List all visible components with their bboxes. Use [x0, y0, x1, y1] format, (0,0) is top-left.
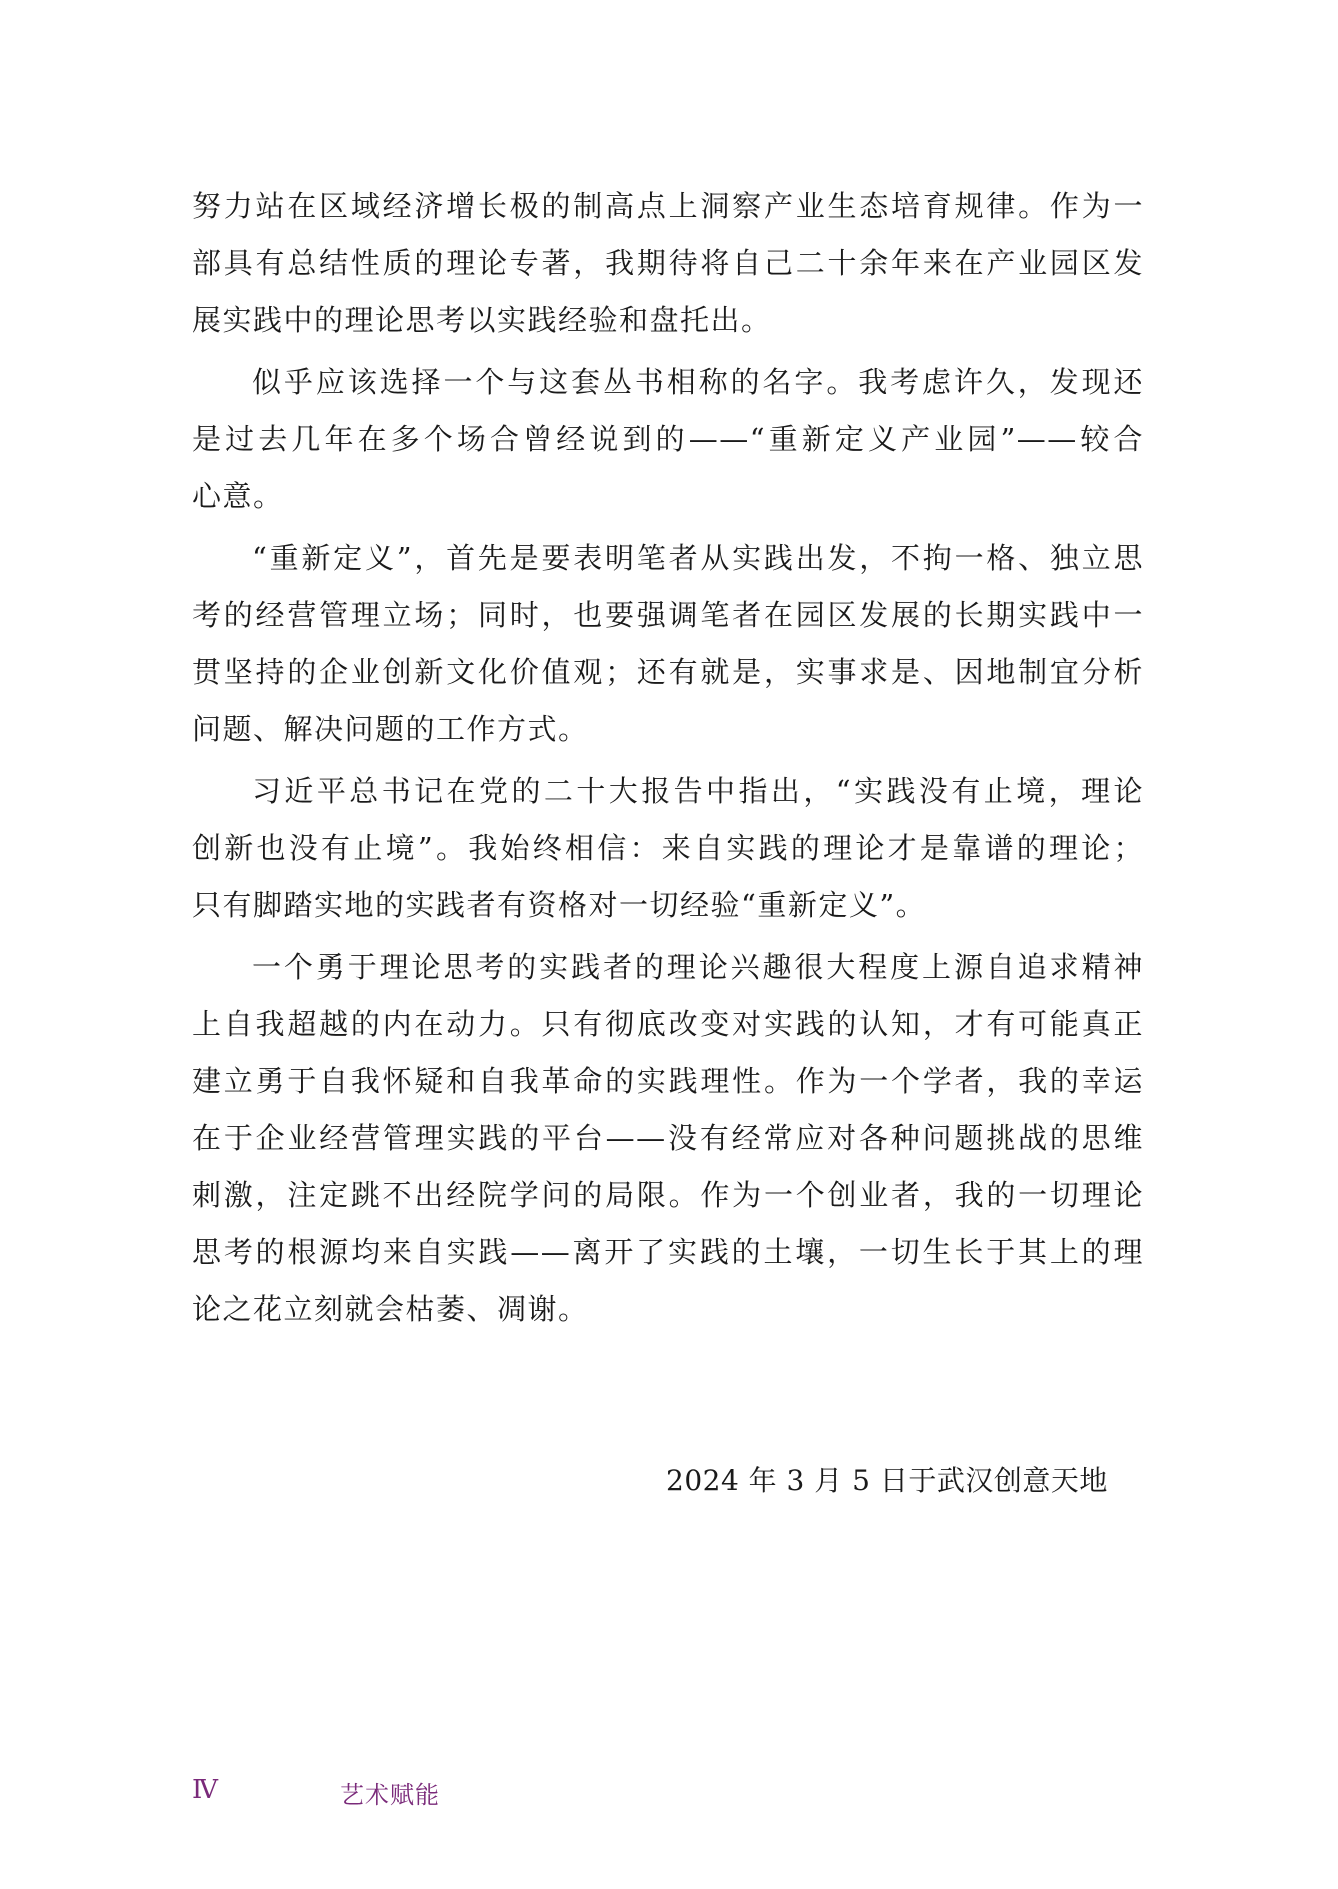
text-line: 习近平总书记在党的二十大报告中指出，“实践没有止境，理论	[252, 774, 1144, 808]
text-line: 贯坚持的企业创新文化价值观；还有就是，实事求是、因地制宜分析	[192, 655, 1144, 689]
paragraph	[192, 763, 1144, 934]
text-line: 在于企业经营管理实践的平台——没有经常应对各种问题挑战的思维	[192, 1121, 1144, 1155]
preface-body	[192, 178, 1144, 1338]
text-line: 部具有总结性质的理论专著，我期待将自己二十余年来在产业园区发	[192, 246, 1144, 280]
text-line: 一个勇于理论思考的实践者的理论兴趣很大程度上源自追求精神	[252, 950, 1144, 984]
paragraph	[192, 178, 1144, 349]
paragraph	[192, 939, 1144, 1338]
text-line: 展实践中的理论思考以实践经验和盘托出。	[192, 303, 772, 337]
text-line: 是过去几年在多个场合曾经说到的——“重新定义产业园”——较合	[192, 422, 1144, 456]
text-line: 建立勇于自我怀疑和自我革命的实践理性。作为一个学者，我的幸运	[192, 1064, 1144, 1098]
text-line: 思考的根源均来自实践——离开了实践的土壤，一切生长于其上的理	[192, 1235, 1144, 1269]
text-line: 创新也没有止境”。我始终相信：来自实践的理论才是靠谱的理论；	[192, 831, 1144, 865]
text-line: 问题、解决问题的工作方式。	[192, 712, 589, 746]
paragraph	[192, 530, 1144, 758]
text-line: “重新定义”，首先是要表明笔者从实践出发，不拘一格、独立思	[252, 541, 1144, 575]
paragraph	[192, 354, 1144, 525]
text-line: 只有脚踏实地的实践者有资格对一切经验“重新定义”。	[192, 888, 927, 922]
text-line: 上自我超越的内在动力。只有彻底改变对实践的认知，才有可能真正	[192, 1007, 1144, 1041]
text-line: 考的经营管理立场；同时，也要强调笔者在园区发展的长期实践中一	[192, 598, 1144, 632]
page-number: Ⅳ	[192, 1775, 218, 1804]
signature-date-place: 2024 年 3 月 5 日于武汉创意天地	[666, 1464, 1108, 1497]
text-line: 心意。	[192, 479, 284, 513]
text-line: 努力站在区域经济增长极的制高点上洞察产业生态培育规律。作为一	[192, 189, 1144, 223]
running-footer-title: 艺术赋能	[340, 1781, 440, 1809]
text-line: 论之花立刻就会枯萎、凋谢。	[192, 1292, 589, 1326]
text-line: 刺激，注定跳不出经院学问的局限。作为一个创业者，我的一切理论	[192, 1178, 1144, 1212]
text-line: 似乎应该选择一个与这套丛书相称的名字。我考虑许久，发现还	[252, 365, 1144, 399]
